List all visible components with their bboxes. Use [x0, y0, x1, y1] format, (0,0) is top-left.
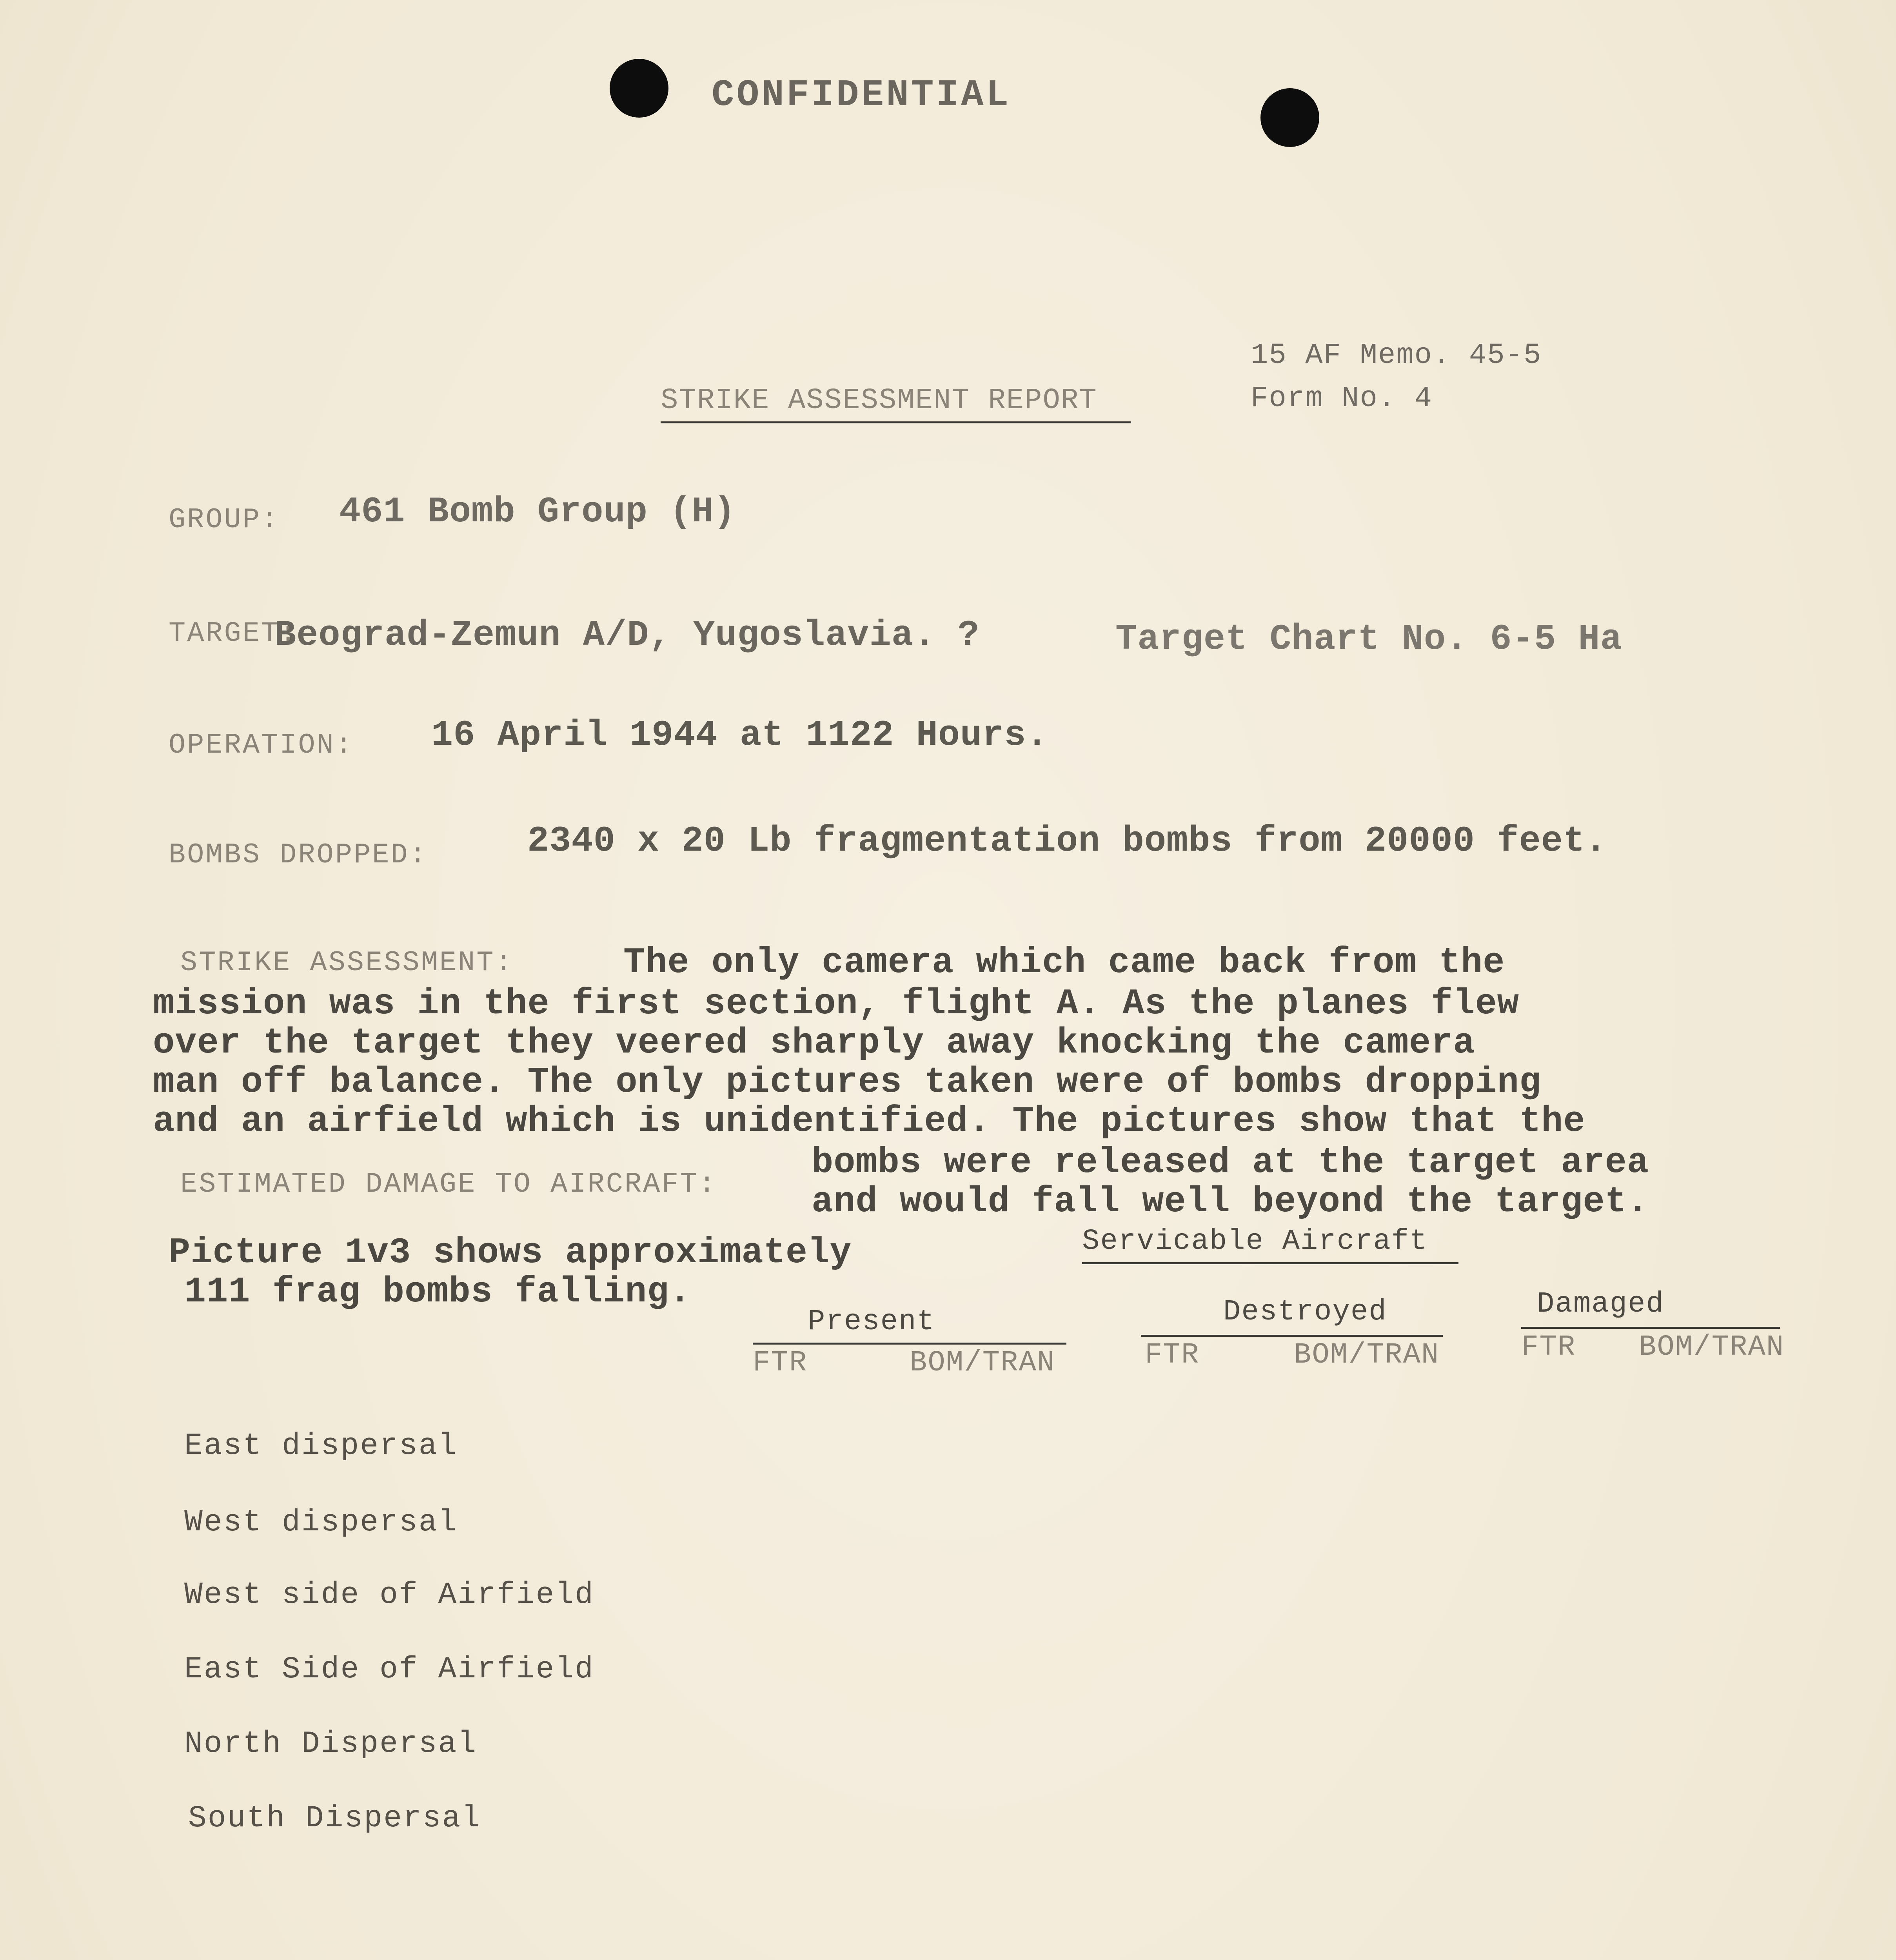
target-chart: Target Chart No. 6-5 Ha	[1115, 619, 1622, 660]
table-row-west-dispersal: West dispersal	[184, 1505, 458, 1540]
assessment-line-2: mission was in the first section, flight A. As the planes flew	[153, 983, 1519, 1024]
table-row-west-side-airfield: West side of Airfield	[184, 1578, 594, 1612]
estimated-damage-label: ESTIMATED DAMAGE TO AIRCRAFT:	[180, 1168, 717, 1200]
operation-label: OPERATION:	[169, 729, 354, 761]
group-value: 461 Bomb Group (H)	[339, 491, 736, 532]
assessment-line-1: The only camera which came back from the	[623, 942, 1505, 983]
assessment-line-5: and an airfield which is unidentified. The pictures show that the	[153, 1101, 1585, 1142]
assessment-line-6: bombs were released at the target area	[812, 1142, 1649, 1183]
target-label: TARGET:	[169, 617, 298, 650]
table-row-east-side-airfield: East Side of Airfield	[184, 1652, 594, 1687]
target-value: Beograd-Zemun A/D, Yugoslavia. ?	[274, 615, 980, 656]
operation-value: 16 April 1944 at 1122 Hours.	[431, 715, 1048, 756]
classification-top: CONFIDENTIAL	[712, 74, 1011, 116]
form-number: Form No. 4	[1251, 382, 1433, 415]
report-title: STRIKE ASSESSMENT REPORT	[661, 384, 1097, 417]
damaged-header: Damaged	[1537, 1288, 1664, 1321]
table-row-north-dispersal: North Dispersal	[184, 1727, 478, 1761]
present-ftr: FTR	[753, 1347, 808, 1379]
destroyed-ftr: FTR	[1145, 1339, 1200, 1372]
title-underline	[661, 421, 1131, 423]
punch-hole-left	[610, 59, 668, 118]
serviceable-aircraft-underline	[1082, 1262, 1458, 1264]
bombs-dropped-value: 2340 x 20 Lb fragmentation bombs from 20000 feet.	[527, 820, 1607, 862]
table-row-east-dispersal: East dispersal	[184, 1429, 458, 1463]
assessment-label: STRIKE ASSESSMENT:	[180, 947, 514, 979]
present-header: Present	[808, 1305, 935, 1338]
present-bom-tran: BOM/TRAN	[910, 1347, 1055, 1379]
destroyed-bom-tran: BOM/TRAN	[1294, 1339, 1440, 1372]
assessment-line-9: 111 frag bombs falling.	[184, 1271, 691, 1312]
damaged-bom-tran: BOM/TRAN	[1639, 1331, 1785, 1364]
assessment-line-8: Picture 1v3 shows approximately	[169, 1232, 852, 1273]
damaged-ftr: FTR	[1521, 1331, 1576, 1364]
present-underline	[753, 1343, 1066, 1345]
bombs-dropped-label: BOMBS DROPPED:	[169, 839, 428, 871]
memo-reference: 15 AF Memo. 45-5	[1251, 339, 1542, 372]
assessment-line-4: man off balance. The only pictures taken were of bombs dropping	[153, 1062, 1542, 1103]
punch-hole-right	[1260, 88, 1319, 147]
table-row-south-dispersal: South Dispersal	[188, 1801, 481, 1836]
destroyed-header: Destroyed	[1223, 1296, 1387, 1328]
group-label: GROUP:	[169, 504, 280, 536]
destroyed-underline	[1141, 1335, 1443, 1337]
serviceable-aircraft-header: Servicable Aircraft	[1082, 1225, 1428, 1258]
damaged-underline	[1521, 1327, 1780, 1329]
assessment-line-3: over the target they veered sharply away knocking the camera	[153, 1022, 1475, 1063]
assessment-line-7: and would fall well beyond the target.	[812, 1181, 1649, 1222]
